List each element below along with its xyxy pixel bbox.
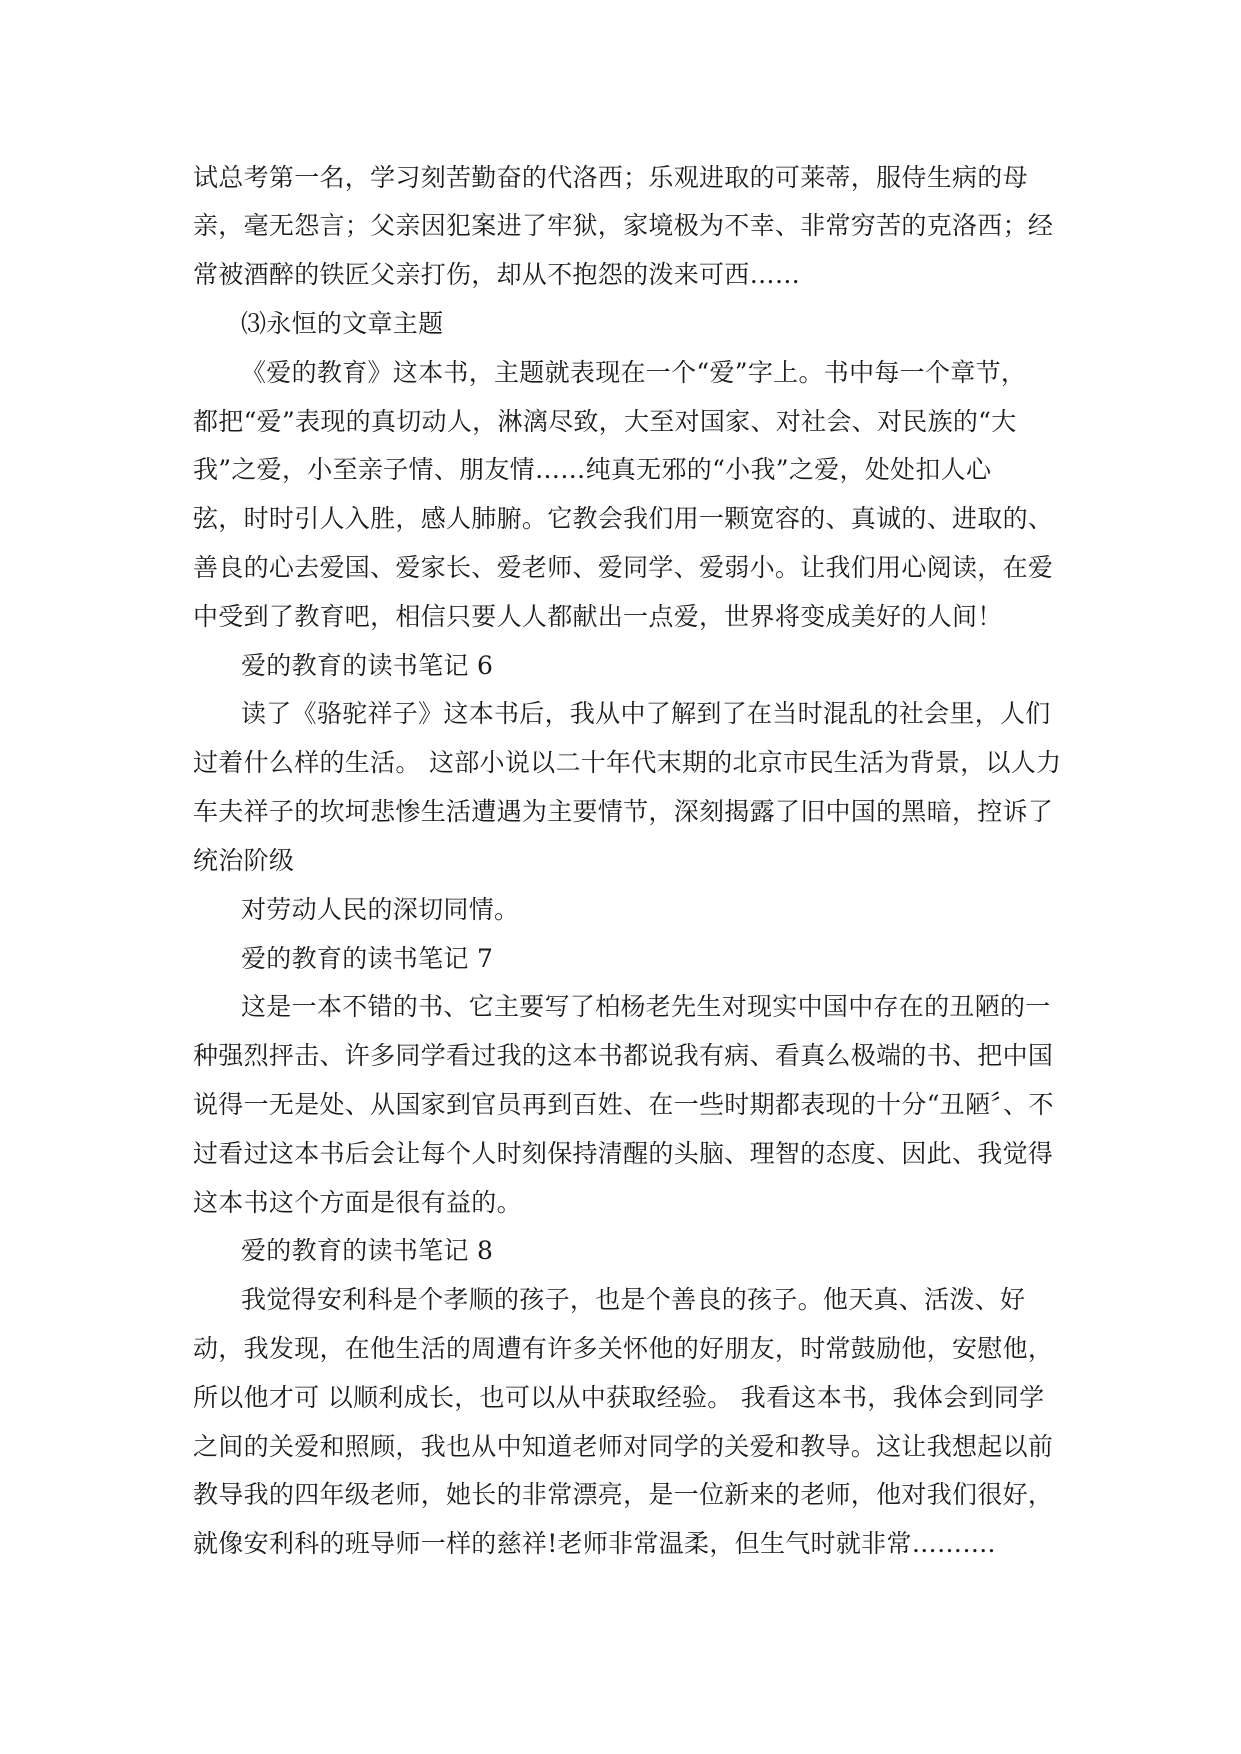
section-heading: ⑶永恒的文章主题	[241, 309, 444, 338]
text-line: 之间的关爱和照顾，我也从中知道老师对同学的关爱和教导。这让我想起以前	[193, 1432, 1054, 1461]
text-line: 教导我的四年级老师，她长的非常漂亮，是一位新来的老师，他对我们很好，	[193, 1480, 1054, 1509]
text-line: 常被酒醉的铁匠父亲打伤，却从不抱怨的泼来可西……	[193, 260, 801, 289]
text-line: 中受到了教育吧，相信只要人人都献出一点爱，世界将变成美好的人间！	[193, 602, 1003, 631]
text-line: 所以他才可 以顺利成长，也可以从中获取经验。 我看这本书，我体会到同学	[193, 1383, 1045, 1412]
text-line: 对劳动人民的深切同情。	[241, 895, 520, 924]
text-line: 这本书这个方面是很有益的。	[193, 1188, 522, 1217]
text-line: 读了《骆驼祥子》这本书后，我从中了解到了在当时混乱的社会里，人们	[241, 699, 1051, 728]
text-line: 说得一无是处、从国家到官员再到百姓、在一些时期都表现的十分“丑陋〞、不	[193, 1090, 1054, 1119]
text-line: 车夫祥子的坎坷悲惨生活遭遇为主要情节，深刻揭露了旧中国的黑暗，控诉了	[193, 797, 1054, 826]
text-line: 弦，时时引人入胜，感人肺腑。它教会我们用一颗宽容的、真诚的、进取的、	[193, 504, 1054, 533]
text-line: 这是一本不错的书、它主要写了柏杨老先生对现实中国中存在的丑陋的一	[241, 992, 1051, 1021]
text-line: 统治阶级	[193, 846, 295, 875]
text-line: 种强烈抨击、许多同学看过我的这本书都说我有病、看真么极端的书、把中国	[193, 1041, 1054, 1070]
section-heading: 爱的教育的读书笔记 6	[241, 651, 494, 680]
section-heading: 爱的教育的读书笔记 7	[241, 944, 494, 973]
text-line: 我觉得安利科是个孝顺的孩子，也是个善良的孩子。他天真、活泼、好	[241, 1285, 1026, 1314]
text-line: 《爱的教育》这本书，主题就表现在一个“爱”字上。书中每一个章节，	[241, 358, 1027, 387]
text-line: 都把“爱”表现的真切动人，淋漓尽致，大至对国家、对社会、对民族的“大	[193, 407, 1017, 436]
text-line: 善良的心去爱国、爱家长、爱老师、爱同学、爱弱小。让我们用心阅读，在爱	[193, 553, 1054, 582]
text-line: 动，我发现，在他生活的周遭有许多关怀他的好朋友，时常鼓励他，安慰他，	[193, 1334, 1054, 1363]
section-heading: 爱的教育的读书笔记 8	[241, 1236, 494, 1265]
text-line: 我”之爱，小至亲子情、朋友情……纯真无邪的“小我”之爱，处处扣人心	[193, 455, 992, 484]
text-line: 过着什么样的生活。 这部小说以二十年代末期的北京市民生活为背景，以人力	[193, 748, 1062, 777]
text-line: 就像安利科的班导师一样的慈祥!老师非常温柔，但生气时就非常………．	[193, 1529, 1013, 1558]
text-line: 过看过这本书后会让每个人时刻保持清醒的头脑、理智的态度、因此、我觉得	[193, 1139, 1054, 1168]
text-line: 试总考第一名，学习刻苦勤奋的代洛西；乐观进取的可莱蒂，服侍生病的母	[193, 163, 1028, 192]
text-line: 亲，毫无怨言；父亲因犯案进了牢狱，家境极为不幸、非常穷苦的克洛西；经	[193, 211, 1054, 240]
